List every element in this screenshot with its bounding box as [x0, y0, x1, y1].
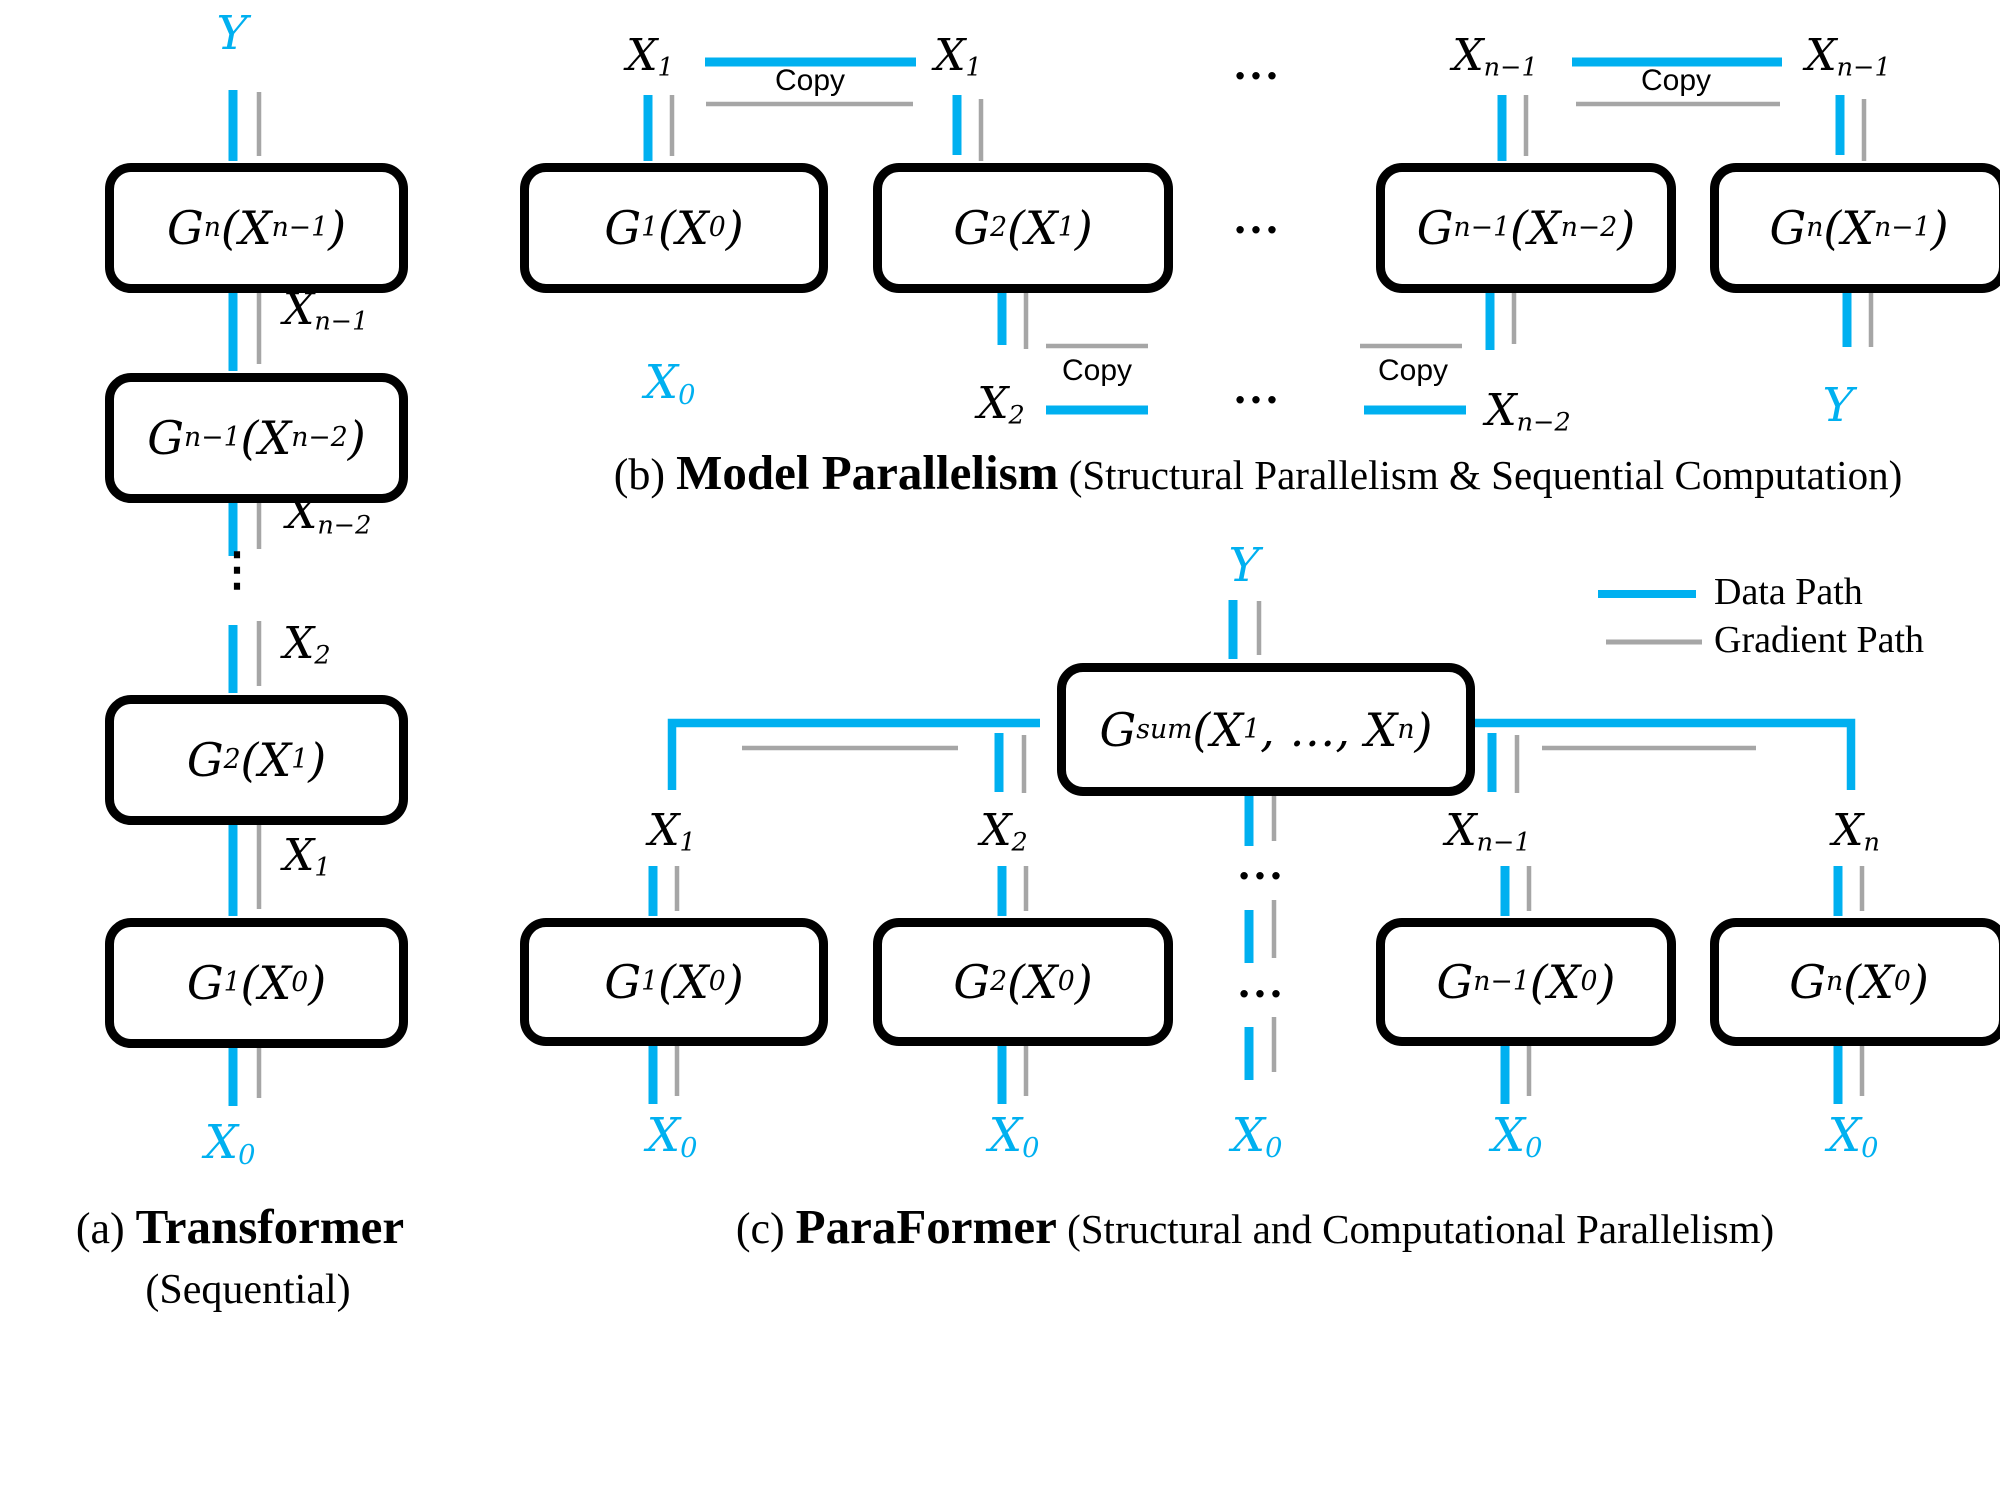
- panel-c-input-label-n1: $X_0$: [1491, 1108, 1543, 1164]
- panel-b-copy-label-bottom-right: Copy: [1377, 354, 1449, 387]
- data-path-arrow: [1474, 723, 1851, 790]
- panel-b-copy-label-top-right: Copy: [1640, 64, 1712, 97]
- panel-b-top-label-x1a: $X_1$: [626, 30, 674, 83]
- panel-c-box-g1: G 1 (X 0 ): [520, 918, 828, 1046]
- panel-b-bottom-label-x0: $X_0$: [644, 355, 696, 411]
- legend-gradient-path-label: Gradient Path: [1714, 619, 1925, 661]
- panel-a-caption-sub: (Sequential): [145, 1267, 351, 1313]
- panel-c-input-label-2: $X_0$: [988, 1108, 1040, 1164]
- panel-b-caption-note: (Structural Parallelism & Sequential Computation): [1058, 452, 1903, 498]
- panel-a-edge-label-xn2: $X_{n-2}$: [286, 488, 372, 541]
- panel-c-branch-label-xn1: $X_{n-1}$: [1445, 805, 1531, 858]
- panel-c-caption-name: ParaFormer: [795, 1199, 1057, 1254]
- panel-a-box-g2: G 2 (X 1 ): [105, 695, 408, 825]
- panel-b-copy-label-bottom-left: Copy: [1061, 354, 1133, 387]
- panel-a-output-label: Y: [216, 6, 248, 61]
- panel-b-bottom-label-y: Y: [1822, 378, 1854, 433]
- panel-c-branch-label-x1: $X_1$: [648, 805, 696, 858]
- panel-c-input-label-mid: $X_0$: [1231, 1108, 1283, 1164]
- panel-c-box-gn-1: G n−1 (X 0 ): [1376, 918, 1676, 1046]
- panel-c-input-label-n: $X_0$: [1827, 1108, 1879, 1164]
- panel-c-dots-lower: ...: [1237, 960, 1285, 1007]
- panel-a-caption: [76, 1198, 404, 1255]
- panel-a-caption-index: (a): [75, 1204, 136, 1253]
- panel-a-box-gn-1: G n−1 (X n−2 ): [105, 373, 408, 503]
- panel-b-dots-bottom: ...: [1233, 366, 1281, 413]
- panel-b-caption: [614, 444, 1902, 501]
- panel-b-bottom-label-xn2: $X_{n-2}$: [1485, 385, 1571, 438]
- panel-c-branch-label-xn: $X_n$: [1832, 805, 1880, 858]
- panel-a-box-g1: G 1 (X 0 ): [105, 918, 408, 1048]
- panel-b-bottom-label-x2: $X_2$: [977, 378, 1025, 431]
- panel-a-edge-label-x2: $X_2$: [283, 618, 331, 671]
- panel-b-box-gn-1: G n−1 (X n−2 ): [1376, 163, 1676, 293]
- panel-a-caption-name: Transformer: [135, 1199, 405, 1254]
- panel-b-caption-name: Model Parallelism: [676, 445, 1059, 500]
- panel-c-caption: [736, 1198, 1774, 1255]
- panel-c-box-gn: G n (X 0 ): [1710, 918, 2000, 1046]
- panel-b-top-label-xn1a: $X_{n-1}$: [1452, 30, 1538, 83]
- panel-a-box-gn: G n (X n−1 ): [105, 163, 408, 293]
- panel-c-dots-upper: ...: [1237, 842, 1285, 889]
- panel-c-sum-box: G sum (X 1 , …, X n ): [1057, 663, 1475, 796]
- panel-b-box-g2: G 2 (X 1 ): [873, 163, 1173, 293]
- panel-b-box-g1: G 1 (X 0 ): [520, 163, 828, 293]
- legend-data-path-label: Data Path: [1714, 571, 1863, 613]
- panel-b-copy-label-top-left: Copy: [774, 64, 846, 97]
- panel-c-box-g2: G 2 (X 0 ): [873, 918, 1173, 1046]
- panel-a-edge-label-xn1: $X_{n-1}$: [283, 284, 369, 337]
- panel-b-top-label-xn1b: $X_{n-1}$: [1805, 30, 1891, 83]
- panel-a-input-label: $X_0$: [204, 1115, 256, 1171]
- panel-c-caption-note: (Structural and Computational Parallelism): [1056, 1206, 1775, 1252]
- panel-c-branch-label-x2: $X_2$: [980, 805, 1028, 858]
- panel-a-edge-label-x1: $X_1$: [283, 830, 331, 883]
- data-path-arrow: [672, 723, 1040, 790]
- panel-a-vertical-dots: ⋮: [214, 542, 260, 596]
- panel-b-box-gn: G n (X n−1 ): [1710, 163, 2000, 293]
- panel-c-input-label-1: $X_0$: [646, 1108, 698, 1164]
- panel-b-top-label-x1b: $X_1$: [934, 30, 982, 83]
- panel-b-dots-middle: ...: [1233, 196, 1281, 243]
- panel-c-output-label: Y: [1228, 538, 1260, 593]
- panel-c-caption-index: (c): [735, 1204, 796, 1253]
- panel-b-dots-top: ...: [1233, 42, 1281, 89]
- panel-b-caption-index: (b): [613, 450, 677, 499]
